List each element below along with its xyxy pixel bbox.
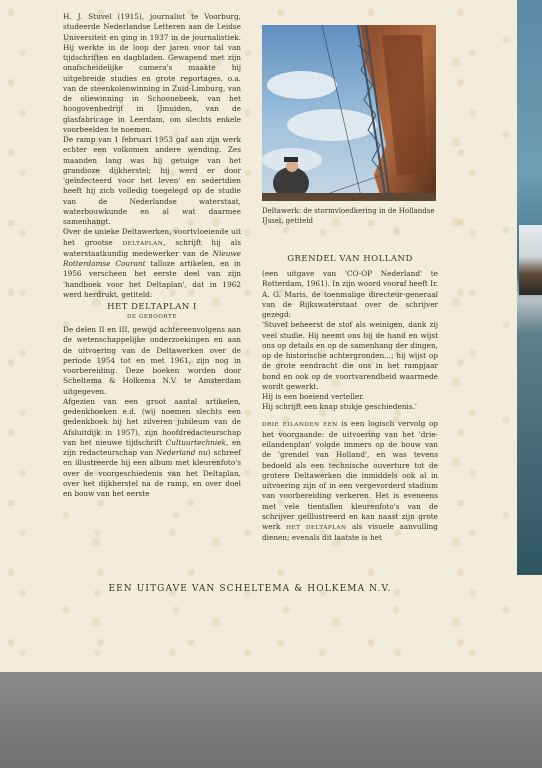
photo-caption: Deltawerk: de stormvloedkering in de Hollandse IJssel, getiteld [262,207,435,225]
left-text-column [63,12,241,499]
book-title-deltaplan: HET DELTAPLAN I [107,302,197,312]
publication-paragraph: (een uitgave van 'CO-OP Nederland' te Rotterdam, 1961). In zijn woord vooraf heeft Ir. A. G. Maris, de toenmalige directeur-generaal van de Rijkswaterstaat over de schrijver gezegd: [262,269,439,319]
bio-paragraph: H. J. Stuvel (1915), journalist te Voorburg, studeerde Nederlandse Letteren aan de Leidse Universiteit en ging in 1937 in de journalistiek. Hij werkte in de loop der jaren voor tal van tijdschriften en dagbladen. Gewapend met zijn onafscheidelijke camera's maakte hij uitgebreide studies en grote reportages, o.a. van de steenkolenwinning in Zuid-Limburg, van de oliewinning in Schoonebeek, van het hoogovenbedrijf in IJmuiden, van de glasfabricage in Leerdam, om slechts enkele voorbeelden te noemen. [63,12,241,134]
quote-line-1: Hij is een boeiend verteller. [262,392,365,401]
publisher-footer: EEN UITGAVE VAN SCHELTEMA & HOLKEMA N.V. [108,584,392,594]
quote-line-2: Hij schrijft een knap stukje geschiedenis.' [262,402,417,412]
adjacent-page-photo [517,0,542,575]
ship-image [519,225,542,295]
right-text-column [262,252,438,544]
drie-eilanden-paragraph: DRIE EILANDEN EEN is een logisch vervolg op het voorgaande: de uitvoering van het 'drie-eilandenplan' volgde immers op de bouw van de 'grendel van Holland', en was tevens bedoeld als een technische ouverture tot de grotere Deltawerken die inmiddels ook al in uitvoering zijn of in een vergevorderd stadium van voorbereiding verkeren. Het is eveneens met vele tientallen kleurenfoto's van de schrijver geïllustreerd en kan naast zijn grote werk HET DELTAPLAN als visuele aanvulling dienen; evenals dit laatste is het [262,418,439,543]
book-title-grendel: GRENDEL VAN HOLLAND [287,254,413,264]
flood-paragraph: De ramp van 1 februari 1953 gaf aan zijn werk echter een volkomen andere wending. Zes maanden lang was hij getuige van het grandioze dijkherstel; hij werd er door 'geïnfecteerd voor het leven' en sedertdien heeft hij zich volledig toegelegd op de studie van de Nederlandse waterstaat, waterbouwkunde en al wat daarmee samenhangt. [63,135,241,226]
book-subtitle: DE GEBOORTE [126,314,178,320]
articles-paragraph: Afgezien van een groot aantal artikelen, gedenkboeken e.d. (wij noemen slechts een gedenkboek bij het zilveren jubileum van de Afsluitdijk in 1957), zijn hoofdredacteurschap van het nieuwe tijdschrift Cultuurtechniek, en zijn redacteurschap van Nederland nu) schreef en illustreerde hij een album met kleurenfoto's over de voorgeschiedenis van het Deltaplan, over het dijkherstel na de ramp, en over doel en bouw van het eerste [63,396,241,498]
deltaplan-paragraph: Over de unieke Deltawerken, voortvloeiende uit het grootse DELTAPLAN, schrijft hij als waterstaatkundig medewerker van de Nieuwe Rotterdamse Courant talloze artikelen, en in 1956 verscheen het eerste deel van zijn 'handboek voor het Deltaplan', dat in 1962 werd herdrukt, getiteld: [63,227,242,299]
barrier-photo-svg [262,25,436,201]
storm-surge-barrier-photo [262,25,436,201]
volumes-paragraph: De delen II en III, gewijd achtereenvolgens aan de wetenschappelijke onderzoekingen en aan de uitvoering van de Deltawerken over de periode 1954 tot en met 1961, zijn nog in voorbereiding. Deze boeken worden door Scheltema & Holkema N.V. te Amsterdam uitgegeven. [63,325,241,396]
quote-paragraph: 'Stuvel beheerst de stof als weinigen, dank zij veel studie. Hij neemt ons bij de hand en wijst ons op details en op de samenhang der dingen, op de historische achtergronden...; hij wijst op de grote eendracht die ons in het rampjaar bond en ook op de voortvarendheid waarmede wordt gewerkt. [262,320,438,391]
scanner-background [0,672,542,768]
